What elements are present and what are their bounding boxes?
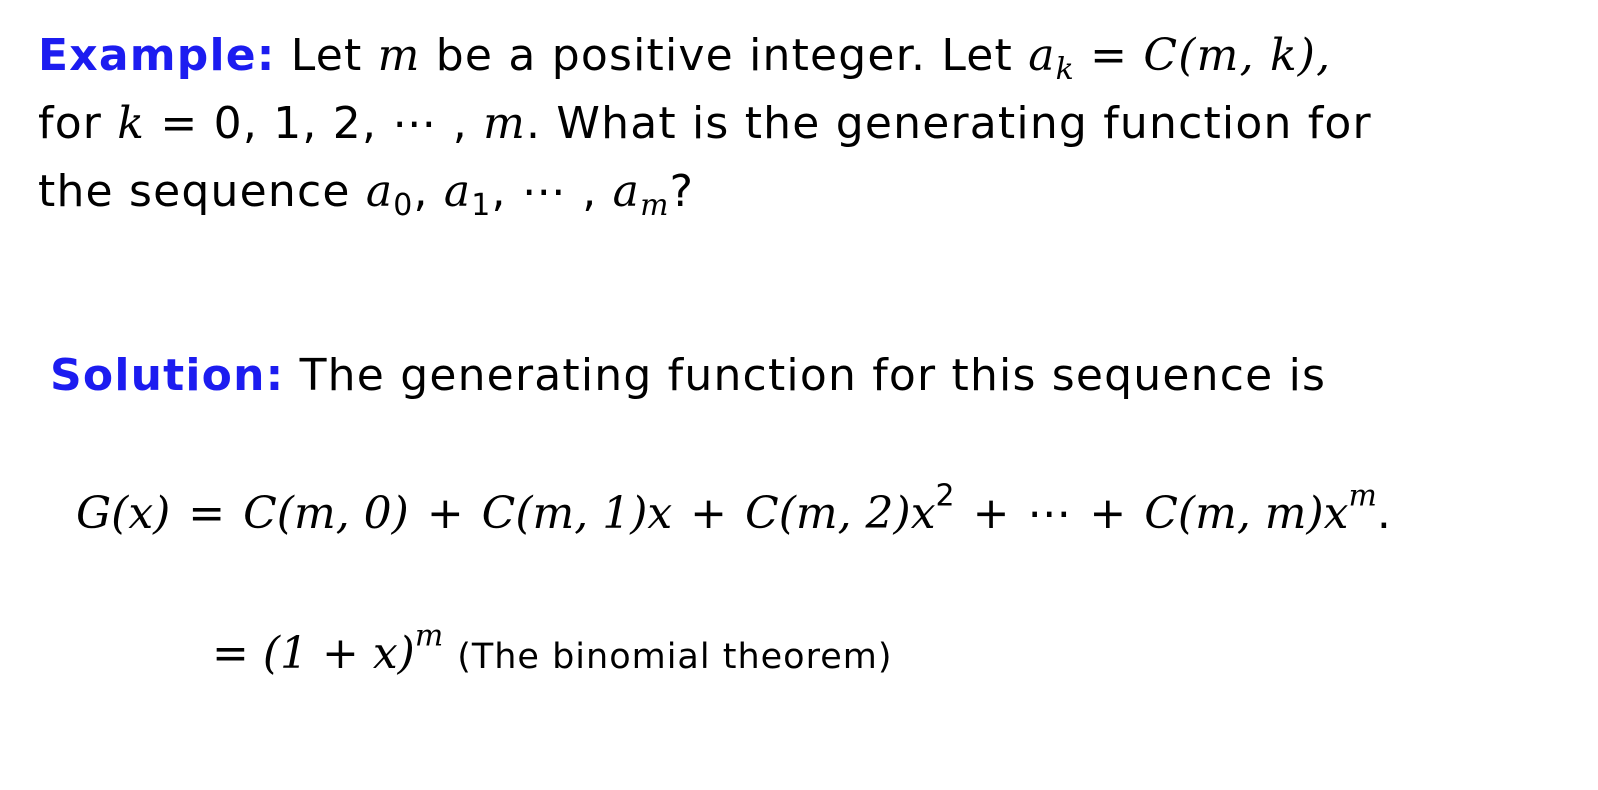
example-paragraph [38, 22, 1568, 226]
a0-symbol: $a_0$ [365, 166, 414, 223]
plus-sign: + [676, 488, 742, 539]
exponent-2: 2 [935, 478, 955, 514]
example-line-3: the sequence $a_0$, $a_1$, ⋯ , $a_m$? [38, 166, 695, 223]
dots: ⋯ [1027, 488, 1072, 539]
ellipsis: ⋯ , [521, 166, 613, 217]
example-line-2 [38, 90, 1568, 158]
equals-sign: = [1074, 30, 1144, 81]
k-subscript: k [1055, 51, 1075, 87]
term-1: C(m, 1)x [481, 488, 673, 539]
solution-label: Solution: [50, 350, 285, 401]
example-text-sequence: the sequence [38, 166, 366, 217]
equation-lhs: G(x) [76, 488, 171, 539]
equals-sign: = [174, 488, 240, 539]
a-k-symbol [1028, 30, 1075, 87]
exponent-m: m [1348, 478, 1377, 514]
am-symbol: $a_m$ [612, 166, 670, 223]
variable-m: m [483, 98, 527, 149]
range-values: 0, 1, 2, ⋯ , [213, 98, 484, 149]
binomial-expression: (1 + x) [262, 628, 415, 679]
term-0: C(m, 0) [243, 488, 409, 539]
a1-symbol: $a_1$ [443, 166, 492, 223]
example-label: Example: [38, 30, 276, 81]
term-2: C(m, 2)x [745, 488, 936, 539]
period: . [1376, 488, 1391, 539]
plus-sign: + [412, 488, 478, 539]
example-text-let: Let [275, 30, 378, 81]
example-text-question: . What is the generating function for [526, 98, 1372, 149]
solution-line [50, 346, 1326, 406]
example-text-for: for [38, 98, 118, 149]
equals-sign: = [212, 628, 263, 679]
example-text-positive-integer: be a positive integer. Let [420, 30, 1029, 81]
question-mark: ? [669, 166, 695, 217]
variable-m: m [377, 30, 421, 81]
equals-sign: = [145, 98, 214, 149]
example-line-1 [38, 22, 1568, 90]
plus-sign: + [1075, 488, 1141, 539]
term-m: C(m, m)x [1144, 488, 1349, 539]
plus-sign: + [958, 488, 1024, 539]
solution-text: The generating function for this sequence is [284, 350, 1327, 401]
binomial-line [212, 618, 893, 687]
generating-function-equation [76, 478, 1391, 544]
c-symbol: C [1143, 30, 1179, 81]
c-args-mk: (m, k), [1178, 30, 1332, 81]
exponent-m: m [414, 618, 444, 654]
a-symbol: a [1028, 30, 1056, 81]
binomial-note: (The binomial theorem) [457, 637, 893, 677]
variable-k: k [117, 98, 146, 149]
